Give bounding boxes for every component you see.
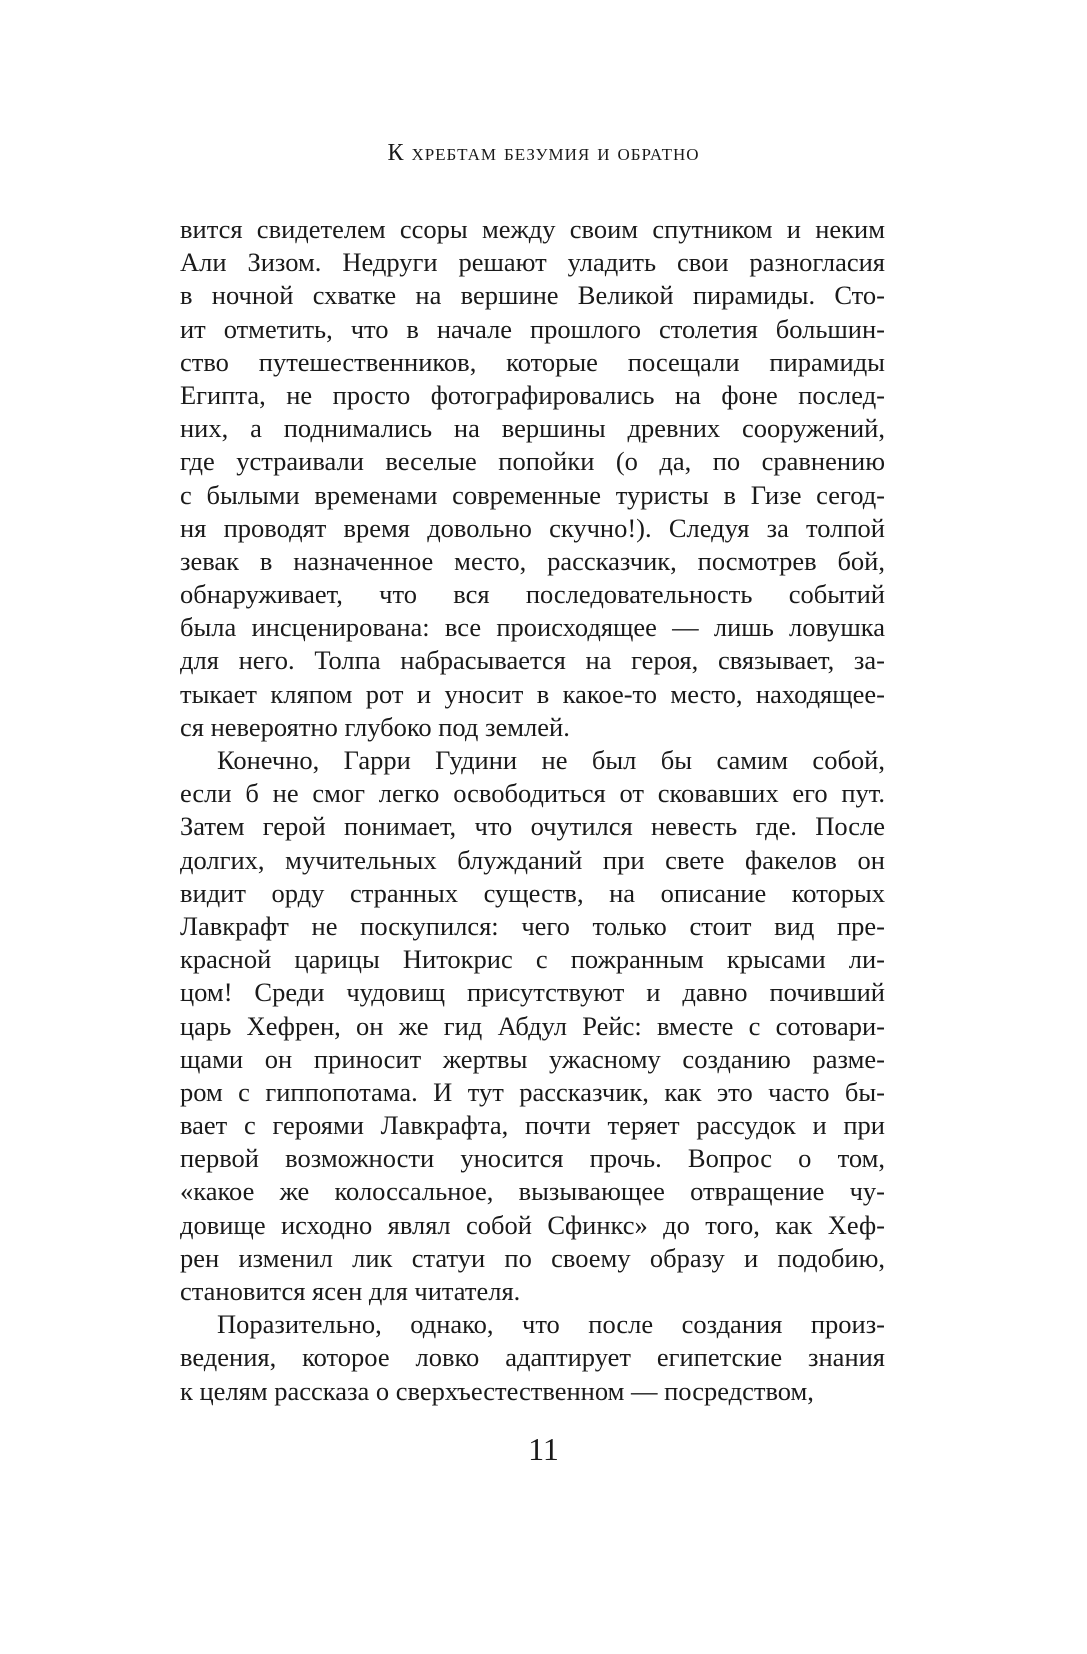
text-line: для него. Толпа набрасывается на героя, связывает, за- [180,645,885,676]
body-text [180,213,885,1408]
text-line: ведения, которое ловко адаптирует египетские знания [180,1342,885,1373]
paragraph [180,744,885,1308]
text-line: рен изменил лик статуи по своему образу и подобию, [180,1242,885,1273]
text-line: первой возможности уносится прочь. Вопрос о том, [180,1143,885,1174]
text-line: Затем герой понимает, что очутился невесть где. После [180,811,885,842]
text-line: с былыми временами современные туристы в Гизе сегод- [180,479,885,510]
text-line: цом! Среди чудовищ присутствуют и давно почивший [180,977,885,1008]
text-line: Али Зизом. Недруги решают уладить свои разногласия [180,247,885,278]
text-line: тыкает кляпом рот и уносит в какое-то место, находящее- [180,678,885,709]
text-line: долгих, мучительных блужданий при свете факелов он [180,844,885,875]
text-line: Египта, не просто фотографировались на фоне послед- [180,379,885,410]
text-line: них, а поднимались на вершины древних сооружений, [180,413,885,444]
text-line: становится ясен для читателя. [180,1276,521,1306]
text-line: если б не смог легко освободиться от сковавших его пут. [180,778,885,809]
text-line: ит отметить, что в начале прошлого столетия большин- [180,313,885,344]
text-line: зевак в назначенное место, рассказчик, посмотрев бой, [180,545,885,576]
text-line: ром с гиппопотама. И тут рассказчик, как это часто бы- [180,1076,885,1107]
text-line: где устраивали веселые попойки (о да, по сравнению [180,446,885,477]
text-line: ство путешественников, которые посещали пирамиды [180,346,885,377]
text-line: вится свидетелем ссоры между своим спутником и неким [180,214,885,244]
text-line: Конечно, Гарри Гудини не был бы самим собой, [217,745,885,775]
page-number: 11 [528,1431,559,1467]
text-line: Поразительно, однако, что после создания произ- [217,1309,885,1340]
text-line: довище исходно являл собой Сфинкс» до того, как Хеф- [180,1209,885,1240]
text-line: царь Хефрен, он же гид Абдул Рейс: вместе с сотовари- [180,1010,885,1041]
text-line: ня проводят время довольно скучно!). Следуя за толпой [180,512,885,543]
running-header: К хребтам безумия и обратно [387,140,700,166]
text-line: была инсценирована: все происходящее — лишь ловушка [180,612,885,643]
text-line: в ночной схватке на вершине Великой пирамиды. Сто- [180,280,885,311]
text-line: вает с героями Лавкрафта, почти теряет рассудок и при [180,1110,885,1141]
text-line: Лавкрафт не поскупился: чего только стоит вид пре- [180,910,885,941]
text-line: красной царицы Нитокрис с пожранным крысами ли- [180,944,885,975]
text-line: к целям рассказа о сверхъестественном — посредством, [180,1375,814,1406]
text-line: видит орду странных существ, на описание которых [180,877,885,908]
text-line: «какое же колоссальное, вызывающее отвращение чу- [180,1176,885,1207]
text-line: щами он приносит жертвы ужасному созданию разме- [180,1043,885,1074]
text-line: ся невероятно глубоко под землей. [180,711,570,742]
paragraph [180,1308,885,1408]
text-line: обнаруживает, что вся последовательность событий [180,579,885,610]
paragraph [180,213,885,744]
